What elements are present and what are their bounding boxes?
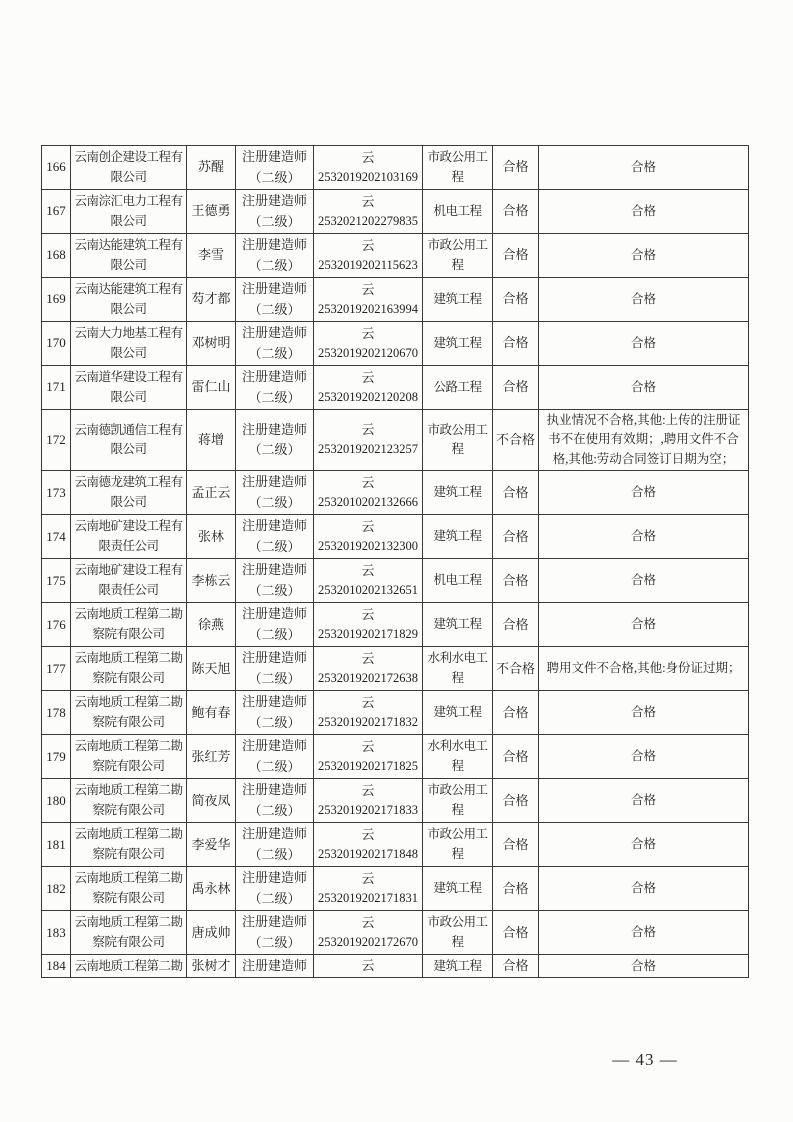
table-row	[42, 603, 749, 647]
remark-cell: 合格	[539, 190, 749, 234]
certificate-region: 云	[361, 958, 375, 974]
major-cell: 机电工程	[423, 190, 493, 234]
certificate-number: 2532019202123257	[318, 442, 418, 457]
result-cell: 合格	[493, 867, 539, 911]
review-results-table	[41, 145, 749, 978]
certificate-number-cell	[314, 146, 423, 190]
registration-type-line2: （二级）	[248, 213, 301, 229]
registration-type-cell	[236, 603, 314, 647]
registration-type-line1: 注册建造师	[241, 914, 307, 930]
registration-type-line1: 注册建造师	[241, 325, 307, 341]
major-cell: 建筑工程	[423, 603, 493, 647]
remark-cell: 合格	[539, 955, 749, 978]
row-number-cell: 181	[42, 823, 71, 867]
certificate-region: 云	[361, 237, 375, 253]
certificate-region: 云	[361, 826, 375, 842]
major-cell: 水利水电工程	[423, 735, 493, 779]
remark-cell: 合格	[539, 471, 749, 515]
row-number-cell: 178	[42, 691, 71, 735]
certificate-number-cell	[314, 691, 423, 735]
registration-type-line2: （二级）	[248, 934, 301, 950]
registration-type-line1: 注册建造师	[241, 281, 307, 297]
person-name-cell: 苏醒	[187, 146, 236, 190]
row-number-cell: 176	[42, 603, 71, 647]
major-cell: 建筑工程	[423, 691, 493, 735]
certificate-number: 2532019202171848	[318, 847, 418, 861]
remark-cell: 合格	[539, 278, 749, 322]
certificate-region: 云	[361, 149, 375, 165]
table-row	[42, 278, 749, 322]
person-name-cell: 李栋云	[187, 559, 236, 603]
certificate-number-cell	[314, 366, 423, 410]
company-name-cell: 云南创企建设工程有限公司	[71, 146, 187, 190]
registration-type-cell	[236, 366, 314, 410]
major-cell: 机电工程	[423, 559, 493, 603]
certificate-number: 2532019202171825	[318, 759, 418, 773]
certificate-number: 2532019202115623	[318, 257, 418, 272]
certificate-number-cell	[314, 779, 423, 823]
registration-type-line1: 注册建造师	[241, 237, 307, 253]
certificate-number: 2532010202132666	[318, 495, 418, 509]
result-cell: 合格	[493, 911, 539, 955]
company-name-cell: 云南地质工程第二勘察院有限公司	[71, 779, 187, 823]
row-number-cell: 169	[42, 278, 71, 322]
registration-type-line1: 注册建造师	[241, 694, 307, 710]
registration-type-line2: （二级）	[248, 442, 301, 458]
registration-type-line2: （二级）	[248, 846, 301, 862]
registration-type-line1: 注册建造师	[241, 562, 307, 578]
major-cell: 市政公用工程	[423, 911, 493, 955]
registration-type-line2: （二级）	[248, 802, 301, 818]
person-name-cell: 芶才都	[187, 278, 236, 322]
certificate-region: 云	[361, 562, 375, 578]
registration-type-cell	[236, 515, 314, 559]
remark-cell: 合格	[539, 779, 749, 823]
certificate-number: 2532019202132300	[318, 539, 418, 553]
person-name-cell: 鲍有春	[187, 691, 236, 735]
registration-type-line1: 注册建造师	[241, 606, 307, 622]
registration-type-cell	[236, 779, 314, 823]
registration-type-cell	[236, 647, 314, 691]
row-number-cell: 175	[42, 559, 71, 603]
registration-type-line1: 注册建造师	[241, 474, 307, 490]
person-name-cell: 徐燕	[187, 603, 236, 647]
certificate-number: 2532010202132651	[318, 583, 418, 597]
registration-type-line2: （二级）	[248, 345, 301, 361]
registration-type-line1: 注册建造师	[241, 193, 307, 209]
certificate-number-cell	[314, 867, 423, 911]
person-name-cell: 张林	[187, 515, 236, 559]
person-name-cell: 陈天旭	[187, 647, 236, 691]
certificate-region: 云	[361, 694, 375, 710]
row-number-cell: 179	[42, 735, 71, 779]
result-cell: 合格	[493, 146, 539, 190]
registration-type-line2: （二级）	[248, 538, 301, 554]
remark-cell: 合格	[539, 322, 749, 366]
result-cell: 合格	[493, 603, 539, 647]
certificate-number: 2532019202171831	[318, 891, 418, 905]
result-cell: 不合格	[493, 410, 539, 471]
result-cell: 合格	[493, 823, 539, 867]
result-cell: 合格	[493, 691, 539, 735]
row-number-cell: 174	[42, 515, 71, 559]
registration-type-cell	[236, 410, 314, 471]
registration-type-cell	[236, 190, 314, 234]
result-cell: 合格	[493, 471, 539, 515]
remark-cell: 合格	[539, 146, 749, 190]
company-name-cell: 云南德龙建筑工程有限公司	[71, 471, 187, 515]
person-name-cell: 蒋增	[187, 410, 236, 471]
registration-type-line1: 注册建造师	[241, 369, 307, 385]
row-number-cell: 180	[42, 779, 71, 823]
company-name-cell: 云南达能建筑工程有限公司	[71, 234, 187, 278]
certificate-number-cell	[314, 515, 423, 559]
company-name-cell: 云南地质工程第二勘察院有限公司	[71, 823, 187, 867]
page-number: — 43 —	[612, 1050, 678, 1069]
certificate-region: 云	[361, 650, 375, 666]
remark-cell: 执业情况不合格,其他:上传的注册证书不在使用有效期；,聘用文件不合格,其他:劳动合同签订日期为空；	[539, 410, 749, 471]
registration-type-cell	[236, 691, 314, 735]
company-name-cell: 云南道华建设工程有限公司	[71, 366, 187, 410]
remark-cell: 合格	[539, 867, 749, 911]
result-cell: 合格	[493, 955, 539, 978]
company-name-cell: 云南地质工程第二勘察院有限公司	[71, 735, 187, 779]
certificate-number-cell	[314, 647, 423, 691]
registration-type-line2: （二级）	[248, 257, 301, 273]
result-cell: 合格	[493, 779, 539, 823]
person-name-cell: 李爱华	[187, 823, 236, 867]
registration-type-line2: （二级）	[248, 169, 301, 185]
registration-type-line1: 注册建造师	[241, 149, 307, 165]
certificate-number: 2532019202163994	[318, 301, 418, 316]
certificate-region: 云	[361, 193, 375, 209]
registration-type-line1: 注册建造师	[241, 421, 307, 437]
registration-type-cell	[236, 955, 314, 978]
certificate-number-cell	[314, 322, 423, 366]
major-cell: 市政公用工程	[423, 146, 493, 190]
person-name-cell: 孟正云	[187, 471, 236, 515]
row-number-cell: 171	[42, 366, 71, 410]
person-name-cell: 雷仁山	[187, 366, 236, 410]
table-row	[42, 647, 749, 691]
major-cell: 建筑工程	[423, 515, 493, 559]
major-cell: 市政公用工程	[423, 779, 493, 823]
major-cell: 建筑工程	[423, 955, 493, 978]
table-row	[42, 823, 749, 867]
row-number-cell: 184	[42, 955, 71, 978]
row-number-cell: 168	[42, 234, 71, 278]
certificate-number: 2532019202103169	[318, 169, 418, 184]
certificate-region: 云	[361, 281, 375, 297]
table-row	[42, 867, 749, 911]
remark-cell: 合格	[539, 603, 749, 647]
registration-type-cell	[236, 278, 314, 322]
certificate-region: 云	[361, 914, 375, 930]
registration-type-line2: （二级）	[248, 626, 301, 642]
registration-type-line2: （二级）	[248, 758, 301, 774]
registration-type-line1: 注册建造师	[241, 826, 307, 842]
remark-cell: 聘用文件不合格,其他:身份证过期；	[539, 647, 749, 691]
certificate-number: 2532019202172638	[318, 671, 418, 685]
table-row	[42, 911, 749, 955]
certificate-region: 云	[361, 606, 375, 622]
certificate-number-cell	[314, 955, 423, 978]
table-row	[42, 190, 749, 234]
remark-cell: 合格	[539, 823, 749, 867]
certificate-number-cell	[314, 911, 423, 955]
registration-type-cell	[236, 823, 314, 867]
company-name-cell: 云南大力地基工程有限公司	[71, 322, 187, 366]
certificate-region: 云	[361, 870, 375, 886]
company-name-cell: 云南地质工程第二勘察院有限公司	[71, 603, 187, 647]
table-row	[42, 691, 749, 735]
registration-type-cell	[236, 322, 314, 366]
company-name-cell: 云南地质工程第二勘	[71, 955, 187, 978]
certificate-region: 云	[361, 738, 375, 754]
company-name-cell: 云南地矿建设工程有限责任公司	[71, 515, 187, 559]
table-row	[42, 146, 749, 190]
results-table-body	[42, 146, 749, 978]
major-cell: 公路工程	[423, 366, 493, 410]
certificate-region: 云	[361, 369, 375, 385]
table-row	[42, 559, 749, 603]
certificate-number-cell	[314, 190, 423, 234]
certificate-number-cell	[314, 471, 423, 515]
table-row	[42, 366, 749, 410]
table-row	[42, 735, 749, 779]
certificate-number-cell	[314, 234, 423, 278]
registration-type-line2: （二级）	[248, 301, 301, 317]
remark-cell: 合格	[539, 691, 749, 735]
certificate-number: 2532019202172670	[318, 935, 418, 949]
certificate-region: 云	[361, 325, 375, 341]
table-row	[42, 779, 749, 823]
certificate-region: 云	[361, 474, 375, 490]
registration-type-cell	[236, 234, 314, 278]
result-cell: 合格	[493, 366, 539, 410]
certificate-region: 云	[361, 782, 375, 798]
table-row	[42, 955, 749, 978]
person-name-cell: 张红芳	[187, 735, 236, 779]
major-cell: 建筑工程	[423, 867, 493, 911]
registration-type-line1: 注册建造师	[241, 782, 307, 798]
remark-cell: 合格	[539, 559, 749, 603]
table-row	[42, 322, 749, 366]
registration-type-line2: （二级）	[248, 890, 301, 906]
company-name-cell: 云南地质工程第二勘察院有限公司	[71, 691, 187, 735]
row-number-cell: 183	[42, 911, 71, 955]
remark-cell: 合格	[539, 911, 749, 955]
company-name-cell: 云南地质工程第二勘察院有限公司	[71, 647, 187, 691]
person-name-cell: 李雪	[187, 234, 236, 278]
row-number-cell: 170	[42, 322, 71, 366]
table-row	[42, 471, 749, 515]
registration-type-line1: 注册建造师	[241, 958, 307, 974]
major-cell: 建筑工程	[423, 322, 493, 366]
company-name-cell: 云南达能建筑工程有限公司	[71, 278, 187, 322]
registration-type-line2: （二级）	[248, 494, 301, 510]
certificate-number-cell	[314, 410, 423, 471]
registration-type-cell	[236, 867, 314, 911]
registration-type-line1: 注册建造师	[241, 650, 307, 666]
row-number-cell: 167	[42, 190, 71, 234]
remark-cell: 合格	[539, 366, 749, 410]
person-name-cell: 唐成帅	[187, 911, 236, 955]
certificate-number-cell	[314, 603, 423, 647]
result-cell: 合格	[493, 234, 539, 278]
person-name-cell: 邓树明	[187, 322, 236, 366]
major-cell: 市政公用工程	[423, 234, 493, 278]
remark-cell: 合格	[539, 515, 749, 559]
remark-cell: 合格	[539, 735, 749, 779]
major-cell: 建筑工程	[423, 278, 493, 322]
registration-type-cell	[236, 559, 314, 603]
row-number-cell: 177	[42, 647, 71, 691]
person-name-cell: 张树才	[187, 955, 236, 978]
row-number-cell: 182	[42, 867, 71, 911]
company-name-cell: 云南地质工程第二勘察院有限公司	[71, 867, 187, 911]
registration-type-cell	[236, 911, 314, 955]
result-cell: 合格	[493, 735, 539, 779]
registration-type-cell	[236, 146, 314, 190]
result-cell: 合格	[493, 559, 539, 603]
person-name-cell: 简夜凤	[187, 779, 236, 823]
certificate-number: 2532021202279835	[318, 213, 418, 228]
person-name-cell: 禹永林	[187, 867, 236, 911]
certificate-number-cell	[314, 735, 423, 779]
remark-cell: 合格	[539, 234, 749, 278]
table-row	[42, 410, 749, 471]
result-cell: 合格	[493, 190, 539, 234]
company-name-cell: 云南淙汇电力工程有限公司	[71, 190, 187, 234]
row-number-cell: 166	[42, 146, 71, 190]
registration-type-line2: （二级）	[248, 389, 301, 405]
certificate-region: 云	[361, 518, 375, 534]
table-row	[42, 515, 749, 559]
company-name-cell: 云南地矿建设工程有限责任公司	[71, 559, 187, 603]
registration-type-line1: 注册建造师	[241, 518, 307, 534]
registration-type-line2: （二级）	[248, 670, 301, 686]
company-name-cell: 云南地质工程第二勘察院有限公司	[71, 911, 187, 955]
certificate-number: 2532019202171833	[318, 803, 418, 817]
person-name-cell: 王德勇	[187, 190, 236, 234]
major-cell: 水利水电工程	[423, 647, 493, 691]
certificate-number: 2532019202171832	[318, 715, 418, 729]
certificate-number: 2532019202171829	[318, 627, 418, 641]
result-cell: 合格	[493, 322, 539, 366]
major-cell: 建筑工程	[423, 471, 493, 515]
registration-type-line2: （二级）	[248, 582, 301, 598]
company-name-cell: 云南德凯通信工程有限公司	[71, 410, 187, 471]
result-cell: 不合格	[493, 647, 539, 691]
certificate-number: 2532019202120670	[318, 345, 418, 360]
certificate-region: 云	[361, 422, 375, 438]
certificate-number-cell	[314, 559, 423, 603]
major-cell: 市政公用工程	[423, 823, 493, 867]
row-number-cell: 173	[42, 471, 71, 515]
certificate-number-cell	[314, 823, 423, 867]
registration-type-line1: 注册建造师	[241, 738, 307, 754]
result-cell: 合格	[493, 515, 539, 559]
registration-type-cell	[236, 735, 314, 779]
major-cell: 市政公用工程	[423, 410, 493, 471]
row-number-cell: 172	[42, 410, 71, 471]
registration-type-line1: 注册建造师	[241, 870, 307, 886]
registration-type-line2: （二级）	[248, 714, 301, 730]
certificate-number-cell	[314, 278, 423, 322]
certificate-number: 2532019202120208	[318, 389, 418, 404]
registration-type-cell	[236, 471, 314, 515]
table-row	[42, 234, 749, 278]
result-cell: 合格	[493, 278, 539, 322]
